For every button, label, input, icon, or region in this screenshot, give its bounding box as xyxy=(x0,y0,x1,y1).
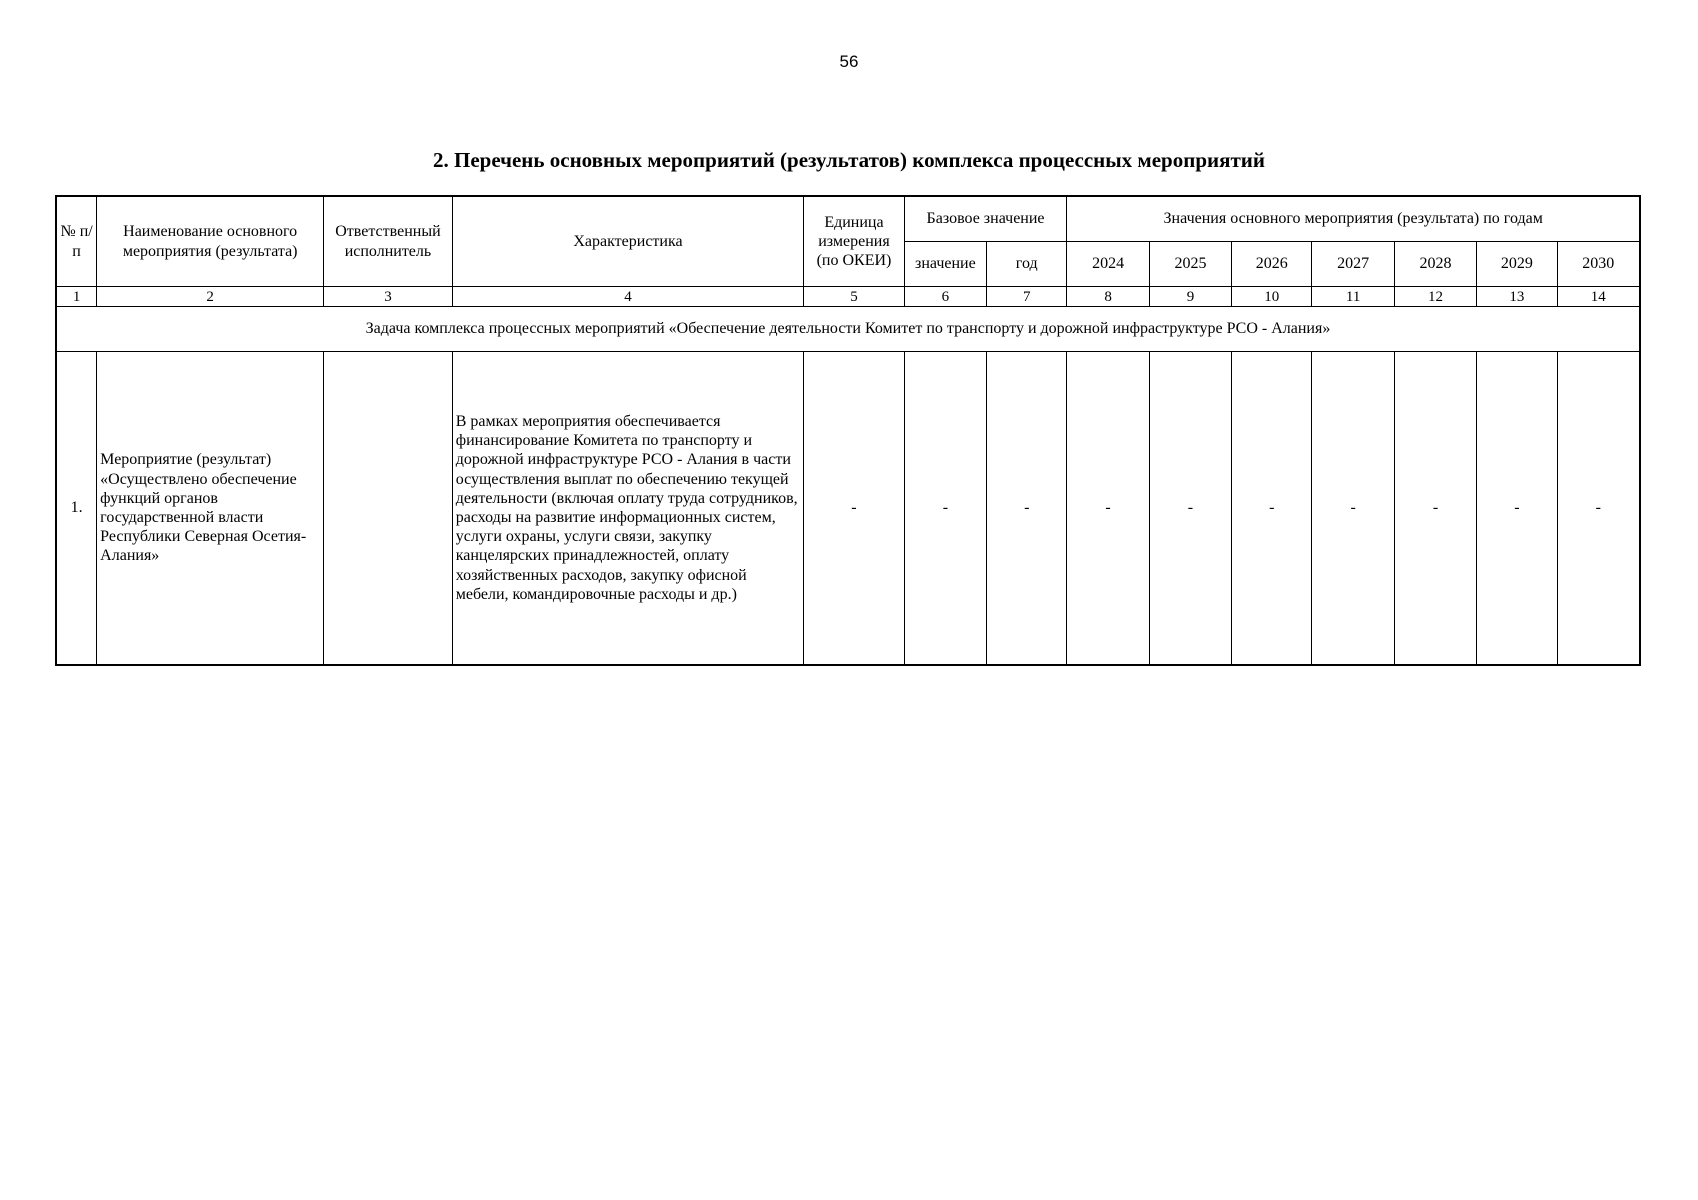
header-year-2025: 2025 xyxy=(1149,242,1231,287)
row-value-2025: - xyxy=(1149,352,1231,665)
column-number-row xyxy=(57,287,1640,307)
column-number: 11 xyxy=(1312,287,1394,307)
row-unit: - xyxy=(804,352,904,665)
column-number: 9 xyxy=(1149,287,1231,307)
header-year-2027: 2027 xyxy=(1312,242,1394,287)
column-number: 2 xyxy=(97,287,324,307)
column-number: 4 xyxy=(452,287,804,307)
header-characteristic: Характеристика xyxy=(452,197,804,287)
header-year-2024: 2024 xyxy=(1067,242,1149,287)
row-value-2029: - xyxy=(1477,352,1557,665)
header-base-value: значение xyxy=(904,242,986,287)
column-number: 3 xyxy=(324,287,453,307)
row-characteristic: В рамках мероприятия обеспечивается финансирование Комитета по транспорту и дорожной инфраструктуре РСО - Алания в части осуществления выплат по обеспечению текущей деятельности (включая оплату труда сотрудников, расходы на развитие информационных систем, услуги охраны, услуги связи, закупку канцелярских принадлежностей, оплату хозяйственных расходов, закупку офисной мебели, командировочные расходы и др.) xyxy=(452,352,804,665)
row-base-year: - xyxy=(987,352,1067,665)
header-unit: Единица измерения (по ОКЕИ) xyxy=(804,197,904,287)
row-base-value: - xyxy=(904,352,986,665)
column-number: 14 xyxy=(1557,287,1639,307)
task-title: Задача комплекса процессных мероприятий «Обеспечение деятельности Комитет по транспорту и дорожной инфраструктуре РСО - Алания» xyxy=(57,307,1640,352)
header-years-group: Значения основного мероприятия (результата) по годам xyxy=(1067,197,1640,242)
header-num: № п/п xyxy=(57,197,97,287)
row-num: 1. xyxy=(57,352,97,665)
column-number: 10 xyxy=(1232,287,1312,307)
column-number: 8 xyxy=(1067,287,1149,307)
column-number: 13 xyxy=(1477,287,1557,307)
row-responsible xyxy=(324,352,453,665)
column-number: 5 xyxy=(804,287,904,307)
header-responsible: Ответственный исполнитель xyxy=(324,197,453,287)
column-number: 6 xyxy=(904,287,986,307)
header-base-year: год xyxy=(987,242,1067,287)
header-year-2028: 2028 xyxy=(1394,242,1476,287)
page-number: 56 xyxy=(839,52,859,71)
document-title: 2. Перечень основных мероприятий (результатов) комплекса процессных мероприятий xyxy=(433,148,1265,172)
row-value-2028: - xyxy=(1394,352,1476,665)
header-year-2030: 2030 xyxy=(1557,242,1639,287)
header-name: Наименование основного мероприятия (результата) xyxy=(97,197,324,287)
row-value-2024: - xyxy=(1067,352,1149,665)
header-row-1 xyxy=(57,197,1640,242)
task-row xyxy=(57,307,1640,352)
table-row xyxy=(57,352,1640,665)
row-value-2026: - xyxy=(1232,352,1312,665)
row-value-2030: - xyxy=(1557,352,1639,665)
activities-table xyxy=(56,196,1640,665)
header-year-2029: 2029 xyxy=(1477,242,1557,287)
row-value-2027: - xyxy=(1312,352,1394,665)
column-number: 7 xyxy=(987,287,1067,307)
column-number: 12 xyxy=(1394,287,1476,307)
header-year-2026: 2026 xyxy=(1232,242,1312,287)
row-name: Мероприятие (результат) «Осуществлено обеспечение функций органов государственной власти Республики Северная Осетия-Алания» xyxy=(97,352,324,665)
column-number: 1 xyxy=(57,287,97,307)
header-base: Базовое значение xyxy=(904,197,1067,242)
